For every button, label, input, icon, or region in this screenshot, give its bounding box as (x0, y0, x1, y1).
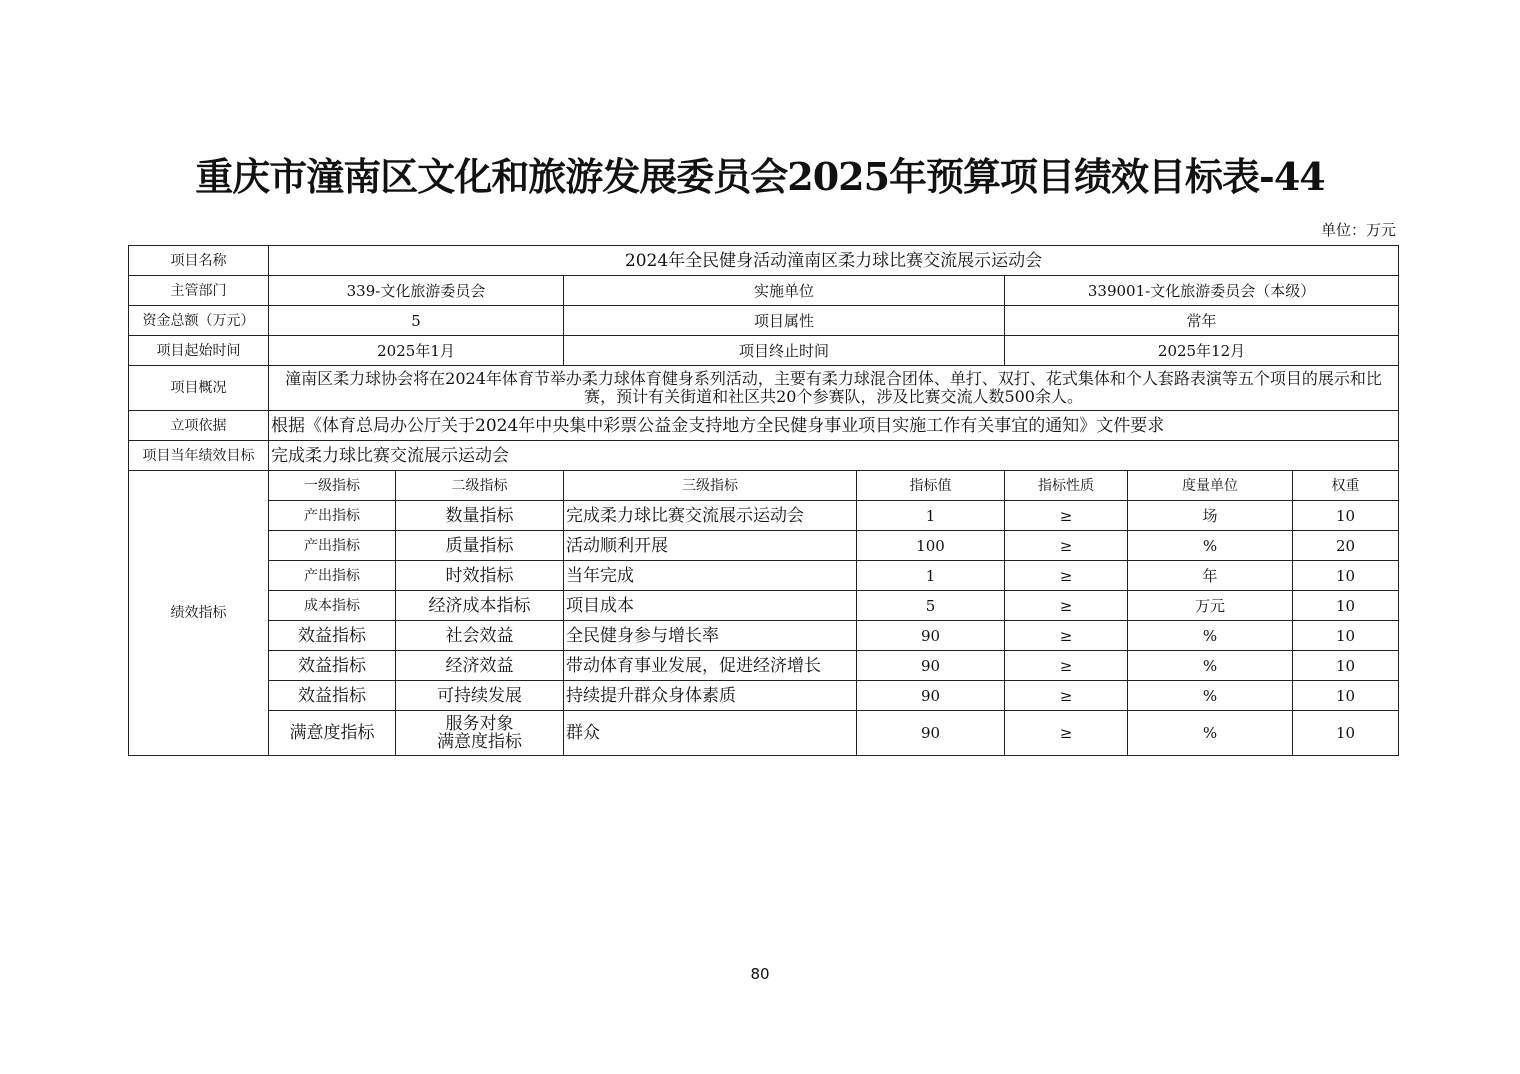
impl-value: 339001-文化旅游委员会（本级） (1005, 276, 1399, 306)
overview-label: 项目概况 (129, 366, 269, 411)
weight-cell: 10 (1293, 711, 1399, 756)
unit-label: 单位：万元 (1320, 221, 1396, 239)
nature-cell: ≥ (1005, 531, 1128, 561)
level1-cell: 效益指标 (269, 681, 396, 711)
level1-cell: 产出指标 (269, 561, 396, 591)
weight-cell: 10 (1293, 681, 1399, 711)
level3-cell: 全民健身参与增长率 (564, 621, 857, 651)
value-cell: 5 (857, 591, 1005, 621)
value-cell: 90 (857, 651, 1005, 681)
end-label: 项目终止时间 (564, 336, 1005, 366)
indicator-row (129, 621, 1399, 651)
row-department (129, 276, 1399, 306)
attr-label: 项目属性 (564, 306, 1005, 336)
indicator-row (129, 651, 1399, 681)
level2-cell: 数量指标 (396, 501, 564, 531)
unit-cell: % (1128, 621, 1293, 651)
indicator-row (129, 561, 1399, 591)
row-project-name (129, 246, 1399, 276)
page-title: 重庆市潼南区文化和旅游发展委员会2025年预算项目绩效目标表-44 (195, 154, 1325, 199)
header-level2: 二级指标 (396, 471, 564, 501)
weight-cell: 10 (1293, 621, 1399, 651)
funds-label: 资金总额（万元） (129, 306, 269, 336)
value-cell: 1 (857, 501, 1005, 531)
attr-value: 常年 (1005, 306, 1399, 336)
row-dates (129, 336, 1399, 366)
level1-cell: 满意度指标 (269, 711, 396, 756)
indicator-row (129, 501, 1399, 531)
goal-label: 项目当年绩效目标 (129, 441, 269, 471)
nature-cell: ≥ (1005, 681, 1128, 711)
indicator-row (129, 531, 1399, 561)
dept-value: 339-文化旅游委员会 (269, 276, 564, 306)
indicator-row (129, 591, 1399, 621)
level3-cell: 群众 (564, 711, 857, 756)
weight-cell: 20 (1293, 531, 1399, 561)
level2-cell: 时效指标 (396, 561, 564, 591)
impl-label: 实施单位 (564, 276, 1005, 306)
performance-table (128, 245, 1399, 756)
level1-cell: 效益指标 (269, 651, 396, 681)
header-unit: 度量单位 (1128, 471, 1293, 501)
nature-cell: ≥ (1005, 591, 1128, 621)
value-cell: 90 (857, 681, 1005, 711)
level3-cell: 带动体育事业发展，促进经济增长 (564, 651, 857, 681)
project-name-label: 项目名称 (129, 246, 269, 276)
value-cell: 90 (857, 621, 1005, 651)
level2-cell: 可持续发展 (396, 681, 564, 711)
end-value: 2025年12月 (1005, 336, 1399, 366)
funds-value: 5 (269, 306, 564, 336)
indicator-row (129, 711, 1399, 756)
row-goal (129, 441, 1399, 471)
row-basis (129, 411, 1399, 441)
weight-cell: 10 (1293, 651, 1399, 681)
level2-cell: 经济效益 (396, 651, 564, 681)
level2-cell: 经济成本指标 (396, 591, 564, 621)
nature-cell: ≥ (1005, 561, 1128, 591)
level3-cell: 当年完成 (564, 561, 857, 591)
dept-label: 主管部门 (129, 276, 269, 306)
nature-cell: ≥ (1005, 621, 1128, 651)
level1-cell: 产出指标 (269, 531, 396, 561)
weight-cell: 10 (1293, 561, 1399, 591)
start-label: 项目起始时间 (129, 336, 269, 366)
level2-cell: 社会效益 (396, 621, 564, 651)
header-level3: 三级指标 (564, 471, 857, 501)
level3-cell: 完成柔力球比赛交流展示运动会 (564, 501, 857, 531)
row-funds (129, 306, 1399, 336)
unit-cell: % (1128, 681, 1293, 711)
level3-cell: 活动顺利开展 (564, 531, 857, 561)
unit-cell: % (1128, 531, 1293, 561)
overview-value: 潼南区柔力球协会将在2024年体育节举办柔力球体育健身系列活动，主要有柔力球混合团体、单打、双打、花式集体和个人套路表演等五个项目的展示和比赛，预计有关街道和社区共20个参赛队，涉及比赛交流人数500余人。 (269, 366, 1399, 411)
indicators-section-label: 绩效指标 (129, 471, 269, 756)
unit-cell: % (1128, 711, 1293, 756)
page-number: 80 (750, 965, 770, 983)
indicator-header-row (129, 471, 1399, 501)
value-cell: 100 (857, 531, 1005, 561)
unit-cell: 场 (1128, 501, 1293, 531)
header-level1: 一级指标 (269, 471, 396, 501)
header-value: 指标值 (857, 471, 1005, 501)
basis-value: 根据《体育总局办公厅关于2024年中央集中彩票公益金支持地方全民健身事业项目实施工作有关事宜的通知》文件要求 (269, 411, 1399, 441)
unit-cell: 万元 (1128, 591, 1293, 621)
value-cell: 90 (857, 711, 1005, 756)
weight-cell: 10 (1293, 591, 1399, 621)
nature-cell: ≥ (1005, 501, 1128, 531)
level1-cell: 效益指标 (269, 621, 396, 651)
level2-cell: 服务对象 满意度指标 (396, 711, 564, 756)
header-nature: 指标性质 (1005, 471, 1128, 501)
start-value: 2025年1月 (269, 336, 564, 366)
row-overview (129, 366, 1399, 411)
indicator-row (129, 681, 1399, 711)
level1-cell: 产出指标 (269, 501, 396, 531)
value-cell: 1 (857, 561, 1005, 591)
nature-cell: ≥ (1005, 651, 1128, 681)
unit-cell: % (1128, 651, 1293, 681)
nature-cell: ≥ (1005, 711, 1128, 756)
unit-cell: 年 (1128, 561, 1293, 591)
level2-cell: 质量指标 (396, 531, 564, 561)
goal-value: 完成柔力球比赛交流展示运动会 (269, 441, 1399, 471)
header-weight: 权重 (1293, 471, 1399, 501)
weight-cell: 10 (1293, 501, 1399, 531)
project-name-value: 2024年全民健身活动潼南区柔力球比赛交流展示运动会 (269, 246, 1399, 276)
basis-label: 立项依据 (129, 411, 269, 441)
level3-cell: 持续提升群众身体素质 (564, 681, 857, 711)
level3-cell: 项目成本 (564, 591, 857, 621)
level1-cell: 成本指标 (269, 591, 396, 621)
